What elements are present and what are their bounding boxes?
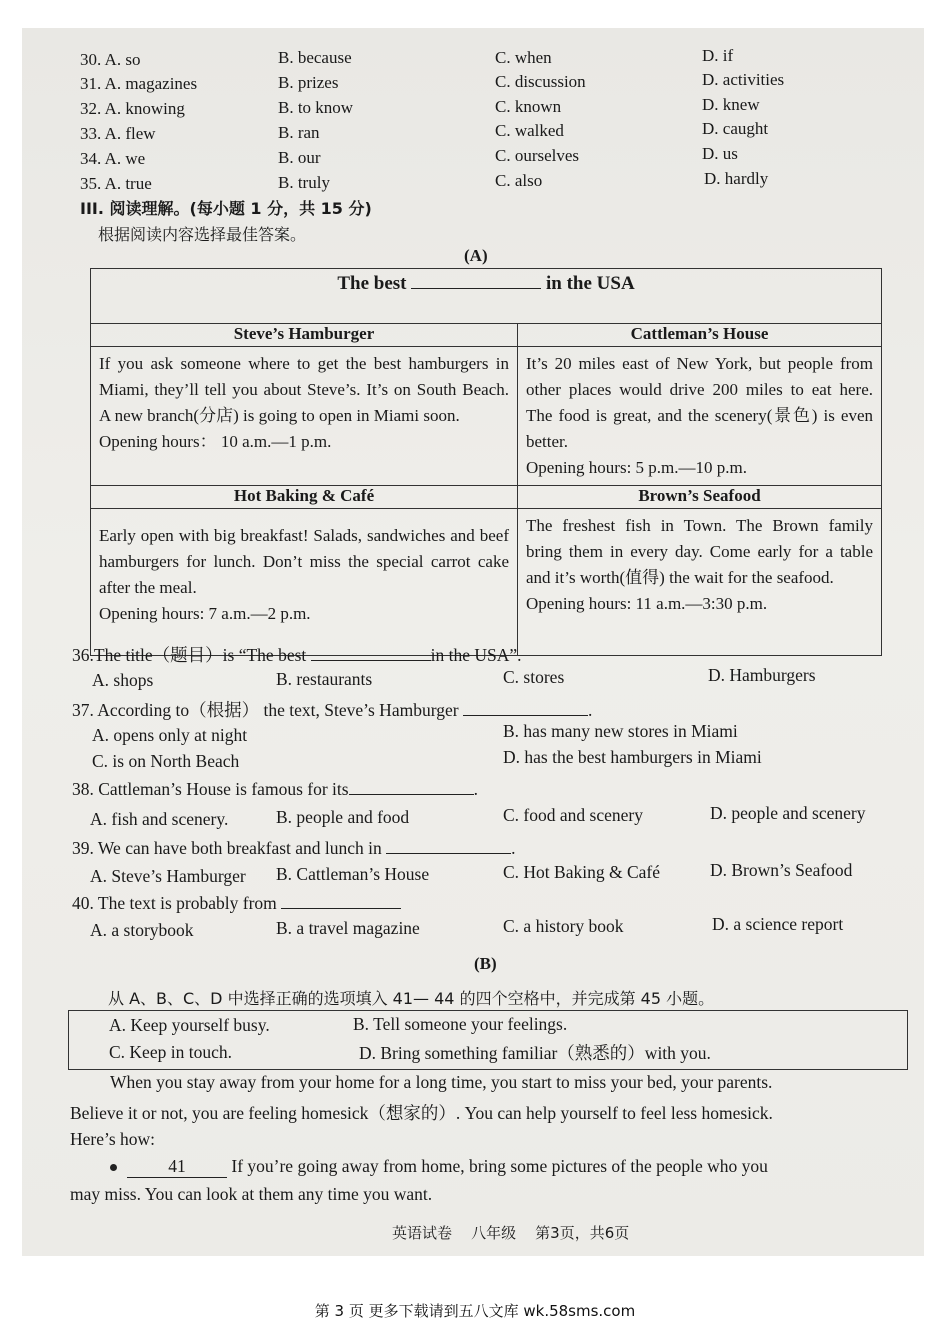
question-36 xyxy=(72,642,522,667)
option-32-d: D. knew xyxy=(702,95,760,114)
cell-head-steves xyxy=(91,324,518,347)
q40-blank xyxy=(281,908,401,909)
cell-body-steves xyxy=(91,347,518,486)
q36-a: A. shops xyxy=(92,670,154,690)
ad-title xyxy=(91,269,882,324)
q36-d: D. Hamburgers xyxy=(708,665,816,685)
hotbaking-name: Hot Baking & Café xyxy=(233,486,375,505)
q39-stem: 39. We can have both breakfast and lunch in xyxy=(72,838,382,858)
q36-c: C. stores xyxy=(503,667,565,687)
q39-c: C. Hot Baking & Café xyxy=(503,862,660,882)
page-footer: 第 3 页 更多下载请到五八文库 wk.58sms.com xyxy=(314,1302,636,1320)
q36-end: in the USA”. xyxy=(430,645,522,665)
q40-c: C. a history book xyxy=(503,916,624,936)
question-38 xyxy=(72,779,478,800)
cell-head-cattleman xyxy=(518,324,882,347)
q39-d: D. Brown’s Seafood xyxy=(710,860,853,880)
box-option-b: B. Tell someone your feelings. xyxy=(353,1014,568,1034)
hotbaking-hours: Opening hours: 7 a.m.—2 p.m. xyxy=(99,604,311,623)
box-option-a: A. Keep yourself busy. xyxy=(109,1015,270,1035)
q36-blank xyxy=(311,660,431,661)
option-34-d: D. us xyxy=(702,144,738,163)
blank-41: 41 xyxy=(127,1156,227,1178)
question-39 xyxy=(72,838,516,859)
cell-head-hotbaking xyxy=(91,486,518,509)
q40-a: A. a storybook xyxy=(90,920,194,940)
q37-b: B. has many new stores in Miami xyxy=(503,721,738,741)
option-33-c: C. walked xyxy=(495,121,564,140)
option-35-c: C. also xyxy=(495,171,543,190)
option-34-b: B. our xyxy=(278,148,321,167)
passage-line-1: When you stay away from your home for a long time, you start to miss your bed, your parents. xyxy=(110,1072,773,1092)
option-31-d: D. activities xyxy=(702,70,785,89)
bullet-dot-icon xyxy=(110,1164,117,1171)
question-40 xyxy=(72,893,401,914)
option-32-b: B. to know xyxy=(278,98,354,117)
part-b-label: (B) xyxy=(474,954,497,973)
section-heading: III. 阅读理解。(每小题 1 分，共 15 分) xyxy=(80,199,372,218)
part-a-label: (A) xyxy=(464,246,488,265)
option-35-b: B. truly xyxy=(278,173,330,192)
steves-hours: Opening hours： 10 a.m.—1 p.m. xyxy=(99,432,332,451)
q38-blank xyxy=(349,794,474,795)
q38-stem: 38. Cattleman’s House is famous for its xyxy=(72,779,349,799)
q36-b: B. restaurants xyxy=(276,669,373,689)
cell-body-browns xyxy=(518,509,882,656)
option-32-a: 32. A. knowing xyxy=(80,99,185,118)
part-b-options-box xyxy=(68,1010,908,1070)
q37-stem: 37. According to（根据） the text, Steve’s Hamburger xyxy=(72,700,459,720)
q37-blank xyxy=(463,715,588,716)
ad-title-after: in the USA xyxy=(545,273,635,294)
cell-body-hotbaking xyxy=(91,509,518,656)
q37-a: A. opens only at night xyxy=(92,725,248,745)
q39-blank xyxy=(386,853,511,854)
restaurant-ad-table xyxy=(90,268,882,656)
option-32-c: C. known xyxy=(495,97,562,116)
section-instruction: 根据阅读内容选择最佳答案。 xyxy=(98,225,307,244)
q38-d: D. people and scenery xyxy=(710,803,866,823)
q37-d: D. has the best hamburgers in Miami xyxy=(503,747,762,767)
q40-d: D. a science report xyxy=(712,914,844,934)
q37-c: C. is on North Beach xyxy=(92,751,240,771)
box-option-c: C. Keep in touch. xyxy=(109,1042,232,1062)
bullet-41-text: If you’re going away from home, bring some pictures of the people who you xyxy=(231,1156,768,1176)
option-30-a: 30. A. so xyxy=(80,50,141,69)
passage-bullet-41 xyxy=(110,1156,768,1178)
ad-title-before: The best xyxy=(337,273,407,294)
option-30-d: D. if xyxy=(702,46,734,65)
question-37 xyxy=(72,697,592,722)
browns-text: The freshest fish in Town. The Brown family bring them in every day. Come early for a table and it’s worth(值得) the wait for the seafood. xyxy=(526,516,873,587)
q39-end: . xyxy=(511,838,516,858)
cattleman-name: Cattleman’s House xyxy=(630,324,769,343)
cell-head-browns xyxy=(518,486,882,509)
part-b-instruction: 从 A、B、C、D 中选择正确的选项填入 41— 44 的四个空格中，并完成第 45 小题。 xyxy=(108,989,715,1008)
q38-b: B. people and food xyxy=(276,807,410,827)
q39-b: B. Cattleman’s House xyxy=(276,864,430,884)
q39-a: A. Steve’s Hamburger xyxy=(90,866,246,886)
option-31-b: B. prizes xyxy=(278,73,339,92)
browns-hours: Opening hours: 11 a.m.—3:30 p.m. xyxy=(526,594,768,613)
box-option-d: D. Bring something familiar（熟悉的）with you. xyxy=(359,1043,711,1063)
browns-name: Brown’s Seafood xyxy=(638,486,761,505)
passage-line-5: may miss. You can look at them any time you want. xyxy=(70,1184,433,1204)
q40-stem: 40. The text is probably from xyxy=(72,893,277,913)
scanned-page xyxy=(22,28,924,1256)
option-30-c: C. when xyxy=(495,48,552,67)
cattleman-text: It’s 20 miles east of New York, but people from other places would drive 200 miles to eat here. The food is great, and the scenery(景色) is even better. xyxy=(526,354,873,451)
steves-text: If you ask someone where to get the best hamburgers in Miami, they’ll tell you about Steve’s. It’s on South Beach. A new branch(分店) is going to open in Miami soon. xyxy=(99,354,509,425)
option-34-c: C. ourselves xyxy=(495,146,580,165)
q38-end: . xyxy=(473,779,478,799)
option-35-d: D. hardly xyxy=(704,169,769,188)
option-34-a: 34. A. we xyxy=(80,149,146,168)
q38-a: A. fish and scenery. xyxy=(90,809,229,829)
option-33-a: 33. A. flew xyxy=(80,124,156,143)
q36-stem: 36.The title（题目）is “The best xyxy=(72,645,307,665)
q38-c: C. food and scenery xyxy=(503,805,643,825)
option-35-a: 35. A. true xyxy=(80,174,152,193)
steves-name: Steve’s Hamburger xyxy=(233,324,375,343)
passage-line-3: Here’s how: xyxy=(70,1129,156,1149)
inner-page-footer: 英语试卷 八年级 第3页，共6页 xyxy=(392,1224,630,1242)
option-33-d: D. caught xyxy=(702,119,769,138)
cell-body-cattleman xyxy=(518,347,882,486)
hotbaking-text: Early open with big breakfast! Salads, sandwiches and beef hamburgers for lunch. Don’t miss the special carrot cake after the meal. xyxy=(99,526,509,597)
q40-b: B. a travel magazine xyxy=(276,918,420,938)
cattleman-hours: Opening hours: 5 p.m.—10 p.m. xyxy=(526,458,747,477)
option-30-b: B. because xyxy=(278,48,352,67)
option-31-c: C. discussion xyxy=(495,72,586,91)
ad-title-blank xyxy=(411,288,541,289)
q37-end: . xyxy=(587,700,593,720)
passage-line-2: Believe it or not, you are feeling homesick（想家的）. You can help yourself to feel less homesick. xyxy=(70,1103,773,1123)
option-33-b: B. ran xyxy=(278,123,320,142)
option-31-a: 31. A. magazines xyxy=(80,74,198,93)
